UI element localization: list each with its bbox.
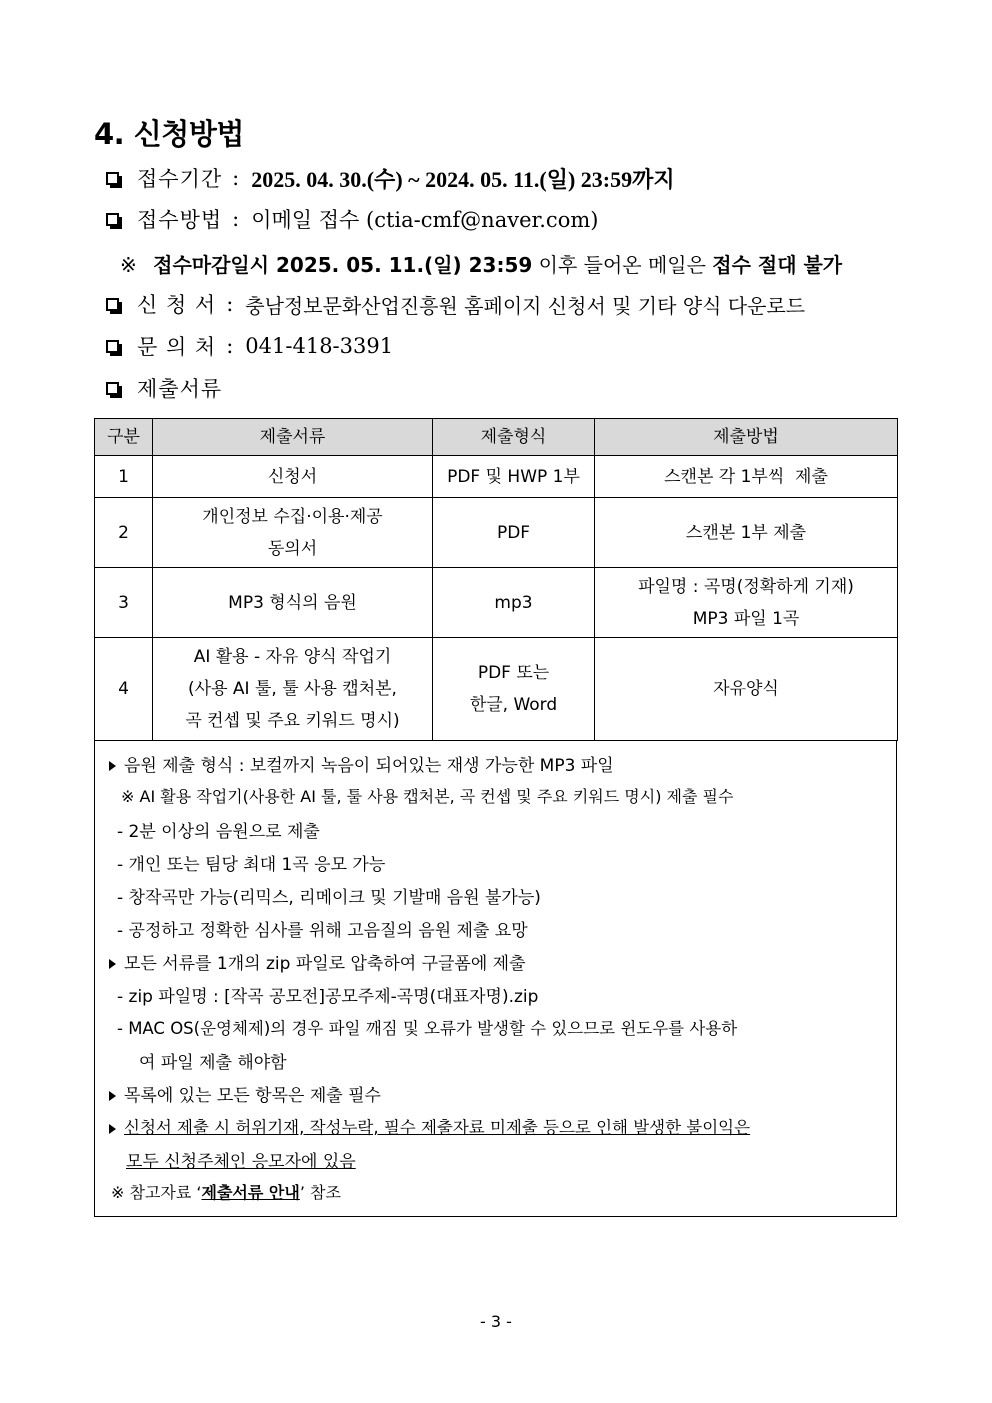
- note-line: - 창작곡만 가능(리믹스, 리메이크 및 기발매 음원 불가능): [117, 888, 541, 908]
- note-line: [109, 1114, 750, 1138]
- note-line: - MAC OS(운영체제)의 경우 파일 깨짐 및 오류가 발생할 수 있으므로 윈도우를 사용하: [117, 1019, 738, 1038]
- note-line: ※ AI 활용 작업기(사용한 AI 툴, 툴 사용 캡처본, 곡 컨셉 및 주요 키워드 명시) 제출 필수: [121, 787, 734, 806]
- checkbox-icon: [106, 340, 119, 353]
- triangle-bullet-icon: [109, 1124, 116, 1134]
- item-period: [106, 163, 675, 193]
- note-line: [109, 751, 614, 776]
- note-text: ※ 참고자료 ‘: [111, 1183, 202, 1202]
- note-text: 모든 서류를 1개의 zip 파일로 압축하여 구글폼에 제출: [124, 954, 526, 974]
- triangle-bullet-icon: [109, 959, 116, 969]
- format-cell: PDF 및 HWP 1부: [433, 456, 595, 498]
- note-line: - zip 파일명 : [작곡 공모전]공모주제-곡명(대표자명).zip: [117, 987, 539, 1007]
- checkbox-icon: [106, 298, 119, 311]
- header-cell: 제출서류: [153, 419, 433, 456]
- item-label: 접수방법: [137, 208, 223, 232]
- doc-cell: 신청서: [153, 456, 433, 498]
- note-line: - 공정하고 정확한 심사를 위해 고음질의 음원 제출 요망: [117, 921, 528, 941]
- doc-line: 동의서: [267, 538, 318, 559]
- method-cell: 스캔본 1부 제출: [595, 498, 898, 568]
- section-heading: 4. 신청방법: [94, 117, 244, 151]
- item-separator: :: [232, 207, 240, 231]
- note-line: [109, 949, 526, 974]
- note-text: 이후 들어온 메일은: [532, 253, 713, 277]
- deadline-datetime: 접수마감일시 2025. 05. 11.(일) 23:59: [153, 253, 533, 277]
- method-cell: [595, 568, 898, 638]
- note-line: - 2분 이상의 음원으로 제출: [117, 822, 320, 842]
- table-row: [95, 498, 898, 568]
- reference-link-text: 제출서류 안내: [201, 1183, 300, 1202]
- row-number: 2: [95, 498, 153, 568]
- note-line: - 개인 또는 팀당 최대 1곡 응모 가능: [117, 855, 386, 875]
- item-documents: [106, 373, 222, 403]
- item-label: 문 의 처: [137, 335, 217, 359]
- note-text: 목록에 있는 모든 항목은 제출 필수: [124, 1086, 381, 1106]
- doc-line: 곡 컨셉 및 주요 키워드 명시): [185, 711, 400, 731]
- note-line: 여 파일 제출 해야함: [139, 1053, 287, 1073]
- item-value: 충남정보문화산업진흥원 홈페이지 신청서 및 기타 양식 다운로드: [245, 293, 806, 318]
- item-separator: :: [226, 334, 234, 358]
- item-separator: :: [232, 166, 240, 190]
- doc-line: 개인정보 수집·이용·제공: [202, 506, 383, 527]
- format-cell: PDF: [433, 498, 595, 568]
- header-cell: 제출형식: [433, 419, 595, 456]
- table-row: [95, 638, 898, 741]
- item-label: 제출서류: [137, 377, 223, 401]
- item-method: [106, 204, 598, 234]
- note-text: ’ 참조: [299, 1183, 341, 1202]
- note-emphasis: 접수 절대 불가: [712, 253, 843, 277]
- table-row: [95, 456, 898, 498]
- triangle-bullet-icon: [109, 761, 116, 771]
- method-cell: 스캔본 각 1부씩 제출: [595, 456, 898, 498]
- note-text: 신청서 제출 시 허위기재, 작성누락, 필수 제출자료 미제출 등으로 인해 발생한 불이익은: [124, 1118, 751, 1137]
- row-number: 3: [95, 568, 153, 638]
- table-header-row: [95, 419, 898, 456]
- triangle-bullet-icon: [109, 1091, 116, 1101]
- header-cell: 제출방법: [595, 419, 898, 456]
- doc-line: AI 활용 - 자유 양식 작업기: [193, 647, 392, 667]
- item-application-form: [106, 289, 805, 319]
- page-number: - 3 -: [480, 1312, 512, 1331]
- item-separator: :: [226, 292, 234, 316]
- method-cell: 자유양식: [595, 638, 898, 741]
- notes-box: [94, 741, 897, 1217]
- note-line: [126, 1147, 356, 1172]
- checkbox-icon: [106, 172, 119, 185]
- item-value: 2025. 04. 30.(수) ~ 2024. 05. 11.(일) 23:59까지: [251, 166, 675, 192]
- table-row: [95, 568, 898, 638]
- method-line: 파일명 : 곡명(정확하게 기재): [638, 576, 854, 597]
- doc-cell: MP3 형식의 음원: [153, 568, 433, 638]
- doc-line: (사용 AI 툴, 툴 사용 캡처본,: [188, 679, 397, 699]
- method-line: MP3 파일 1곡: [692, 608, 800, 629]
- item-value: 041-418-3391: [245, 334, 394, 358]
- format-cell: mp3: [433, 568, 595, 638]
- note-line: [109, 1081, 381, 1106]
- format-line: PDF 또는: [477, 663, 550, 683]
- row-number: 4: [95, 638, 153, 741]
- item-value: 이메일 접수 (ctia-cmf@naver.com): [251, 208, 599, 232]
- note-line: [111, 1180, 341, 1203]
- checkbox-icon: [106, 382, 119, 395]
- item-label: 신 청 서: [137, 293, 217, 317]
- note-text: 음원 제출 형식 : 보컬까지 녹음이 되어있는 재생 가능한 MP3 파일: [124, 756, 614, 776]
- doc-cell: [153, 498, 433, 568]
- item-label: 접수기간: [137, 167, 223, 191]
- format-cell: [433, 638, 595, 741]
- format-line: 한글, Word: [469, 695, 558, 715]
- header-cell: 구분: [95, 419, 153, 456]
- doc-cell: [153, 638, 433, 741]
- note-mark: ※: [120, 253, 137, 277]
- item-contact: [106, 331, 393, 361]
- checkbox-icon: [106, 213, 119, 226]
- row-number: 1: [95, 456, 153, 498]
- deadline-note: [120, 249, 842, 278]
- documents-table: [94, 418, 898, 741]
- note-text: 모두 신청주체인 응모자에 있음: [126, 1152, 356, 1172]
